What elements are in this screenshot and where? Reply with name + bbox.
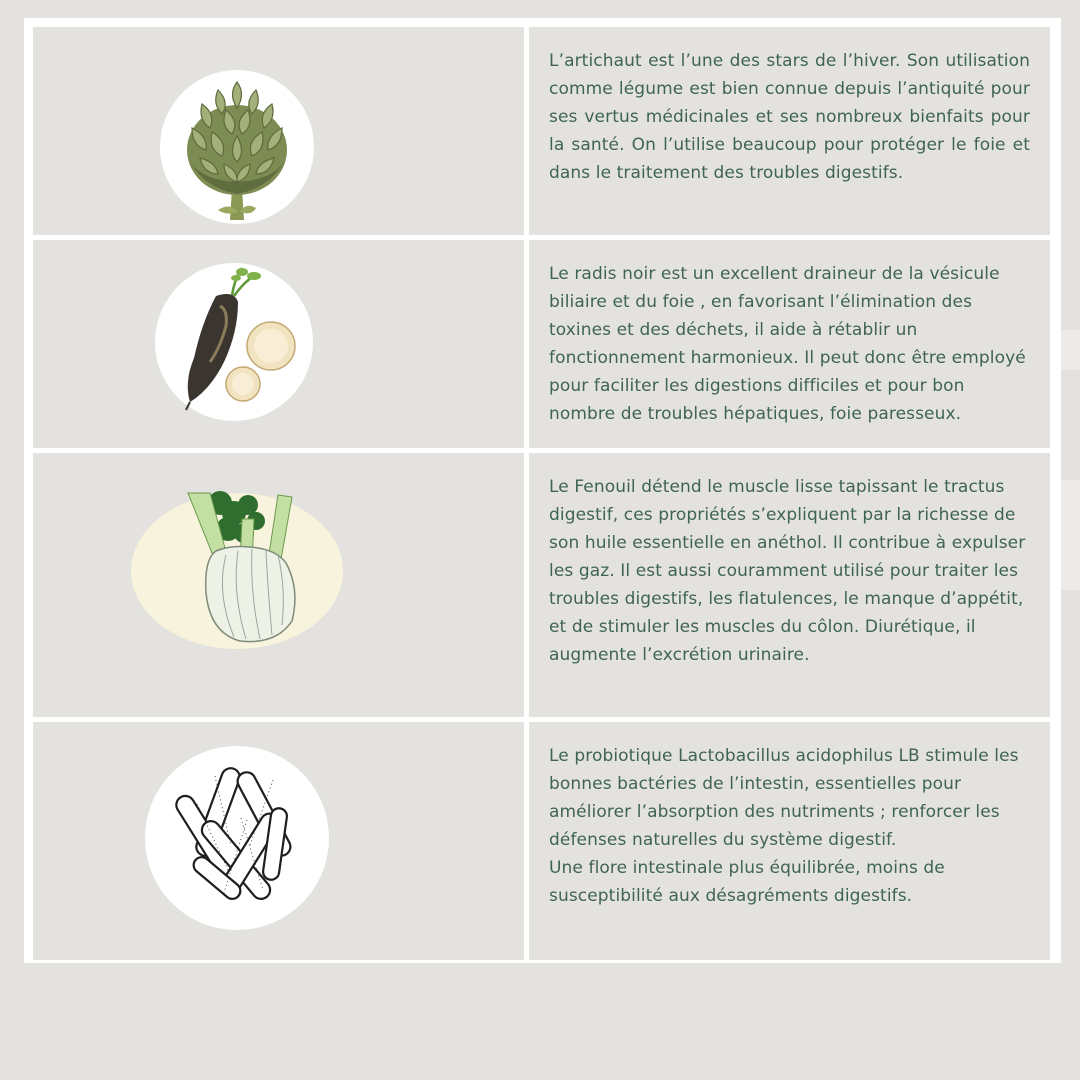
text-cell-artichoke xyxy=(529,27,1050,235)
black-radish-description: Le radis noir est un excellent draineur de la vésicule biliaire et du foie , en favorisant l’élimination des toxines et des déchets, il aide à rétablir un fonctionnement harmonieux. Il peut donc être employé pour faciliter les digestions difficiles et pour bon nombre de troubles hépatiques, foie paresseux. xyxy=(549,264,1026,424)
fennel-illustration xyxy=(130,489,344,649)
image-cell-black-radish xyxy=(33,240,524,448)
black-radish-illustration xyxy=(154,262,314,422)
probiotic-description: Le probiotique Lactobacillus acidophilus LB stimule les bonnes bactéries de l’intestin, essentielles pour améliorer l’absorption des nutriments ; renforcer les défenses naturelles du système digestif. Une flore intestinale plus équilibrée, moins de susceptibilité aux désagréments digestifs. xyxy=(549,746,1019,906)
artichoke-illustration xyxy=(160,70,314,224)
text-cell-fennel xyxy=(529,453,1050,717)
image-cell-probiotic xyxy=(33,722,524,960)
fennel-description: Le Fenouil détend le muscle lisse tapissant le tractus digestif, ces propriétés s’expliquent par la richesse de son huile essentielle en anéthol. Il contribue à expulser les gaz. Il est aussi couramment utilisé pour traiter les troubles digestifs, les flatulences, le manque d’appétit, et de stimuler les muscles du côlon. Diurétique, il augmente l’excrétion urinaire. xyxy=(549,477,1026,665)
probiotic-bacteria-illustration xyxy=(145,746,329,930)
ingredients-table xyxy=(24,18,1061,963)
image-cell-artichoke xyxy=(33,27,524,235)
artichoke-description: L’artichaut est l’une des stars de l’hiver. Son utilisation comme légume est bien connue depuis l’antiquité pour ses vertus médicinales et ses nombreux bienfaits pour la santé. On l’utilise beaucoup pour protéger le foie et dans le traitement des troubles digestifs. xyxy=(549,51,1030,183)
text-cell-probiotic xyxy=(529,722,1050,960)
image-cell-fennel xyxy=(33,453,524,717)
text-cell-black-radish xyxy=(529,240,1050,448)
